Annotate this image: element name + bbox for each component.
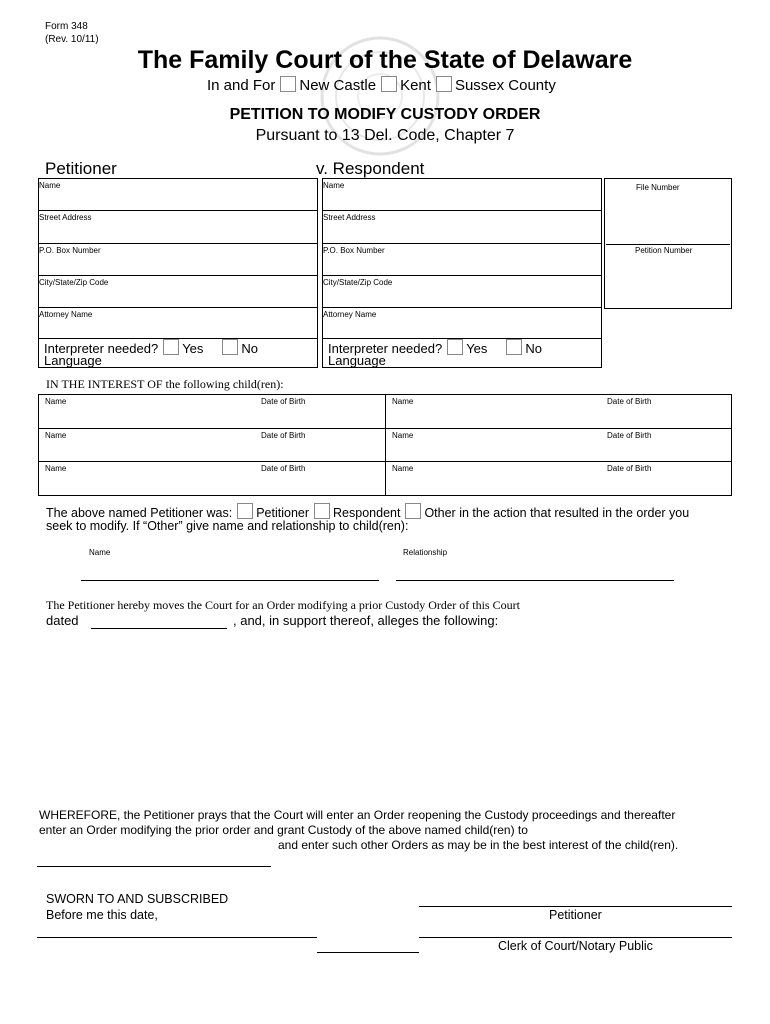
- respondent-pobox-field[interactable]: P.O. Box Number: [322, 243, 602, 276]
- court-title: The Family Court of the State of Delaware: [137, 46, 633, 74]
- petitioner-signature-line[interactable]: [419, 906, 732, 907]
- child-6-field[interactable]: Name Date of Birth: [392, 464, 652, 473]
- respondent-interpreter-no-checkbox[interactable]: [506, 339, 522, 355]
- petitioner-name-field[interactable]: Name: [38, 178, 318, 211]
- file-number-box: [604, 178, 732, 309]
- role-other-checkbox[interactable]: [405, 503, 421, 519]
- other-relationship-label: Relationship: [403, 548, 448, 557]
- new-castle-checkbox[interactable]: [280, 76, 296, 92]
- interpreter-label: Interpreter needed?: [328, 341, 443, 356]
- form-number: Form 348: [45, 21, 88, 32]
- children-heading: IN THE INTEREST OF the following child(ren):: [46, 377, 284, 391]
- role-petitioner-checkbox[interactable]: [237, 503, 253, 519]
- respondent-interpreter-yes-checkbox[interactable]: [447, 339, 463, 355]
- dated-label: dated: [46, 613, 79, 628]
- kent-checkbox[interactable]: [381, 76, 397, 92]
- petitioner-was-line2: seek to modify. If “Other” give name and relationship to child(ren):: [46, 519, 409, 533]
- motion-text: The Petitioner hereby moves the Court for an Order modifying a prior Custody Order of this Court: [46, 598, 520, 612]
- notary-date-line[interactable]: [317, 952, 419, 953]
- wherefore-line3: and enter such other Orders as may be in the best interest of the child(ren).: [278, 838, 679, 852]
- petitioner-interpreter-box: [38, 338, 318, 368]
- role-petitioner-label: Petitioner: [256, 506, 310, 520]
- file-number-field[interactable]: File Number: [606, 180, 730, 245]
- language-label: Language: [328, 353, 386, 368]
- support-text: , and, in support thereof, alleges the following:: [233, 613, 499, 628]
- in-and-for-text: In and For: [207, 77, 276, 94]
- before-me-text: Before me this date,: [46, 908, 158, 922]
- wherefore-line2: enter an Order modifying the prior order and grant Custody of the above named child(ren) to: [39, 823, 528, 837]
- kent-label: Kent: [400, 77, 431, 94]
- petitioner-signature-label: Petitioner: [549, 908, 602, 922]
- other-relationship-line[interactable]: [396, 580, 674, 581]
- allegations-area[interactable]: [40, 640, 730, 800]
- petitioner-was-lead: The above named Petitioner was:: [46, 506, 233, 520]
- petitioner-citystatezip-field[interactable]: City/State/Zip Code: [38, 275, 318, 308]
- role-respondent-label: Respondent: [333, 506, 401, 520]
- language-label: Language: [44, 353, 102, 368]
- petitioner-attorney-field[interactable]: Attorney Name: [38, 307, 318, 339]
- sworn-date-line[interactable]: [37, 937, 317, 938]
- petitioner-interpreter-no-checkbox[interactable]: [222, 339, 238, 355]
- other-name-label: Name: [89, 548, 111, 557]
- petitioner-street-field[interactable]: Street Address: [38, 210, 318, 244]
- petition-title: PETITION TO MODIFY CUSTODY ORDER: [229, 106, 541, 123]
- children-table: [38, 394, 732, 496]
- respondent-attorney-field[interactable]: Attorney Name: [322, 307, 602, 339]
- sussex-checkbox[interactable]: [436, 76, 452, 92]
- other-name-line[interactable]: [81, 580, 379, 581]
- respondent-heading: v. Respondent: [316, 159, 425, 178]
- child-1-field[interactable]: Name Date of Birth: [45, 397, 306, 406]
- custody-recipient-line[interactable]: [37, 866, 271, 867]
- sworn-text: SWORN TO AND SUBSCRIBED: [46, 892, 229, 906]
- respondent-name-field[interactable]: Name: [322, 178, 602, 211]
- pursuant-text: Pursuant to 13 Del. Code, Chapter 7: [255, 127, 515, 144]
- new-castle-label: New Castle: [299, 77, 377, 94]
- sussex-label: Sussex County: [454, 77, 556, 94]
- interpreter-label: Interpreter needed?: [44, 341, 159, 356]
- role-respondent-checkbox[interactable]: [314, 503, 330, 519]
- role-other-label: Other in the action that resulted in the order you: [424, 506, 690, 520]
- child-3-field[interactable]: Name Date of Birth: [45, 431, 306, 440]
- child-4-field[interactable]: Name Date of Birth: [392, 431, 652, 440]
- no-label: No: [241, 341, 259, 356]
- child-5-field[interactable]: Name Date of Birth: [45, 464, 306, 473]
- petition-number-field[interactable]: Petition Number: [635, 246, 693, 255]
- yes-label: Yes: [466, 341, 488, 356]
- child-2-field[interactable]: Name Date of Birth: [392, 397, 652, 406]
- petitioner-interpreter-yes-checkbox[interactable]: [163, 339, 179, 355]
- county-selection-line: [207, 76, 556, 94]
- no-label: No: [525, 341, 543, 356]
- yes-label: Yes: [182, 341, 204, 356]
- respondent-citystatezip-field[interactable]: City/State/Zip Code: [322, 275, 602, 308]
- clerk-signature-label: Clerk of Court/Notary Public: [498, 939, 653, 953]
- respondent-street-field[interactable]: Street Address: [322, 210, 602, 244]
- dated-line[interactable]: [91, 628, 227, 629]
- respondent-interpreter-box: [322, 338, 602, 368]
- clerk-signature-line[interactable]: [419, 937, 732, 938]
- form-revision: (Rev. 10/11): [45, 34, 99, 45]
- petitioner-pobox-field[interactable]: P.O. Box Number: [38, 243, 318, 276]
- petitioner-was-line: [46, 503, 689, 520]
- petitioner-heading: Petitioner: [45, 159, 117, 178]
- wherefore-line1: WHEREFORE, the Petitioner prays that the Court will enter an Order reopening the Custody proceedings and thereafter: [39, 808, 676, 822]
